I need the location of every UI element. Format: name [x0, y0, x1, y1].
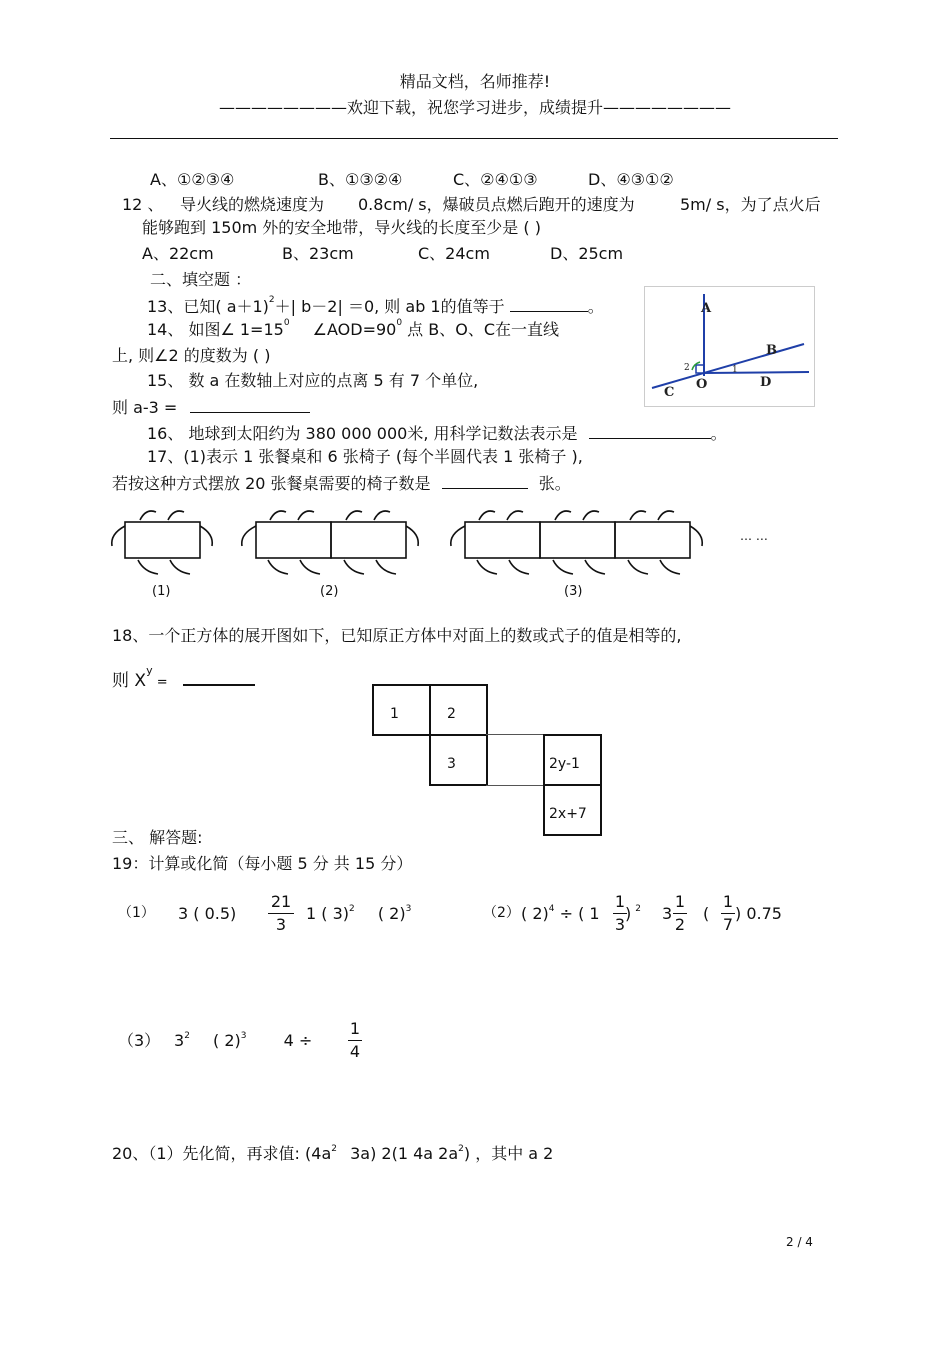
q17-label-3: (3)	[564, 584, 583, 599]
q19-3-fraction: 1 4	[349, 1019, 361, 1061]
q12-text-1a: 导火线的燃烧速度为	[180, 195, 325, 214]
q19-title: 19：计算或化简（每小题 5 分 共 15 分）	[112, 854, 413, 873]
q11-option-a: A、①②③④	[150, 170, 235, 189]
q18-prefix: 则 X	[112, 671, 147, 691]
q13-end: 。	[587, 297, 604, 316]
q17-end: 张。	[538, 474, 571, 493]
q12-text-2: 能够跑到 150m 外的安全地带，导火线的长度至少是 ( )	[142, 218, 541, 237]
label-a: A	[701, 301, 712, 316]
q16-answer-blank	[589, 424, 711, 439]
q12-option-d: D、25cm	[550, 244, 624, 263]
q19-1-label: （1）	[118, 905, 155, 921]
cube-face-2: 2	[429, 684, 488, 736]
header-subtitle: ————————欢迎下载，祝您学习进步，成绩提升————————	[218, 98, 731, 117]
figure-1	[112, 511, 212, 574]
q18-answer-blank	[183, 670, 255, 686]
section-2-title: 二、填空题 ：	[150, 270, 252, 289]
q19-2-part-d: 3	[662, 904, 673, 923]
denominator: 3	[275, 915, 287, 934]
q17-text-line2	[112, 474, 571, 492]
q13-part-a: 13、已知( a＋1)	[147, 297, 269, 316]
q12-text-1b: 0.8cm/ s，爆破员点燃后跑开的速度为	[358, 195, 635, 214]
q19-2-part-e: (	[703, 904, 710, 923]
q19-2-label: （2）	[483, 905, 520, 921]
q15-answer-blank	[190, 398, 310, 413]
q15-text-line1: 15、 数 a 在数轴上对应的点离 5 有 7 个单位,	[147, 371, 479, 390]
q12-option-c: C、24cm	[418, 244, 490, 263]
header-title: 精品文档，名师推荐!	[399, 72, 551, 91]
q14-part-a: 14、 如图∠ 1=15	[147, 320, 284, 339]
q14-part-c: 点 B、O、C在一直线	[407, 320, 560, 339]
q11-option-c: C、②④①③	[453, 170, 538, 189]
q17-prefix: 若按这种方式摆放 20 张餐桌需要的椅子数是	[112, 474, 431, 493]
q14-text-line2: 上, 则∠2 的度数为 ( )	[112, 346, 271, 365]
ray-od	[704, 372, 809, 373]
line-bc	[652, 344, 804, 388]
q17-table-figures	[108, 506, 828, 580]
q12-text-1c: 5m/ s，为了点火后	[680, 195, 821, 214]
q14-degree-1: 0	[283, 318, 290, 328]
q16-prefix: 16、 地球到太阳约为 380 000 000米, 用科学记数法表示是	[147, 424, 578, 443]
q18-text-line1: 18、一个正方体的展开图如下，已知原正方体中对面上的数或式子的值是相等的,	[112, 626, 682, 645]
page-number: 2 / 4	[786, 1235, 813, 1249]
figure-2	[242, 511, 418, 574]
cube-face-blank	[486, 734, 545, 786]
q18-text-line2	[112, 664, 255, 691]
header-divider	[110, 138, 838, 139]
q19-1-part-a: 3 ( 0.5)	[178, 904, 237, 923]
q13-part-b: ＋| b－2| ＝0, 则 ab 1的值等于	[274, 297, 505, 316]
q19-3-expression: $3^2$ ( 2)$^3$ 4 ÷	[174, 1031, 313, 1050]
q11-option-b: B、①③②④	[318, 170, 403, 189]
q17-answer-blank	[442, 474, 528, 489]
q18-exponent: y	[146, 664, 153, 677]
q11-option-d: D、④③①②	[588, 170, 674, 189]
q19-2-fraction-3: 1 7	[722, 892, 734, 934]
q13-answer-blank	[510, 297, 588, 312]
cube-face-4: 2y-1	[543, 734, 602, 786]
q19-2-part-c: ) $^2$	[625, 904, 641, 923]
q19-1-fraction	[268, 894, 294, 933]
figure-3	[451, 511, 702, 574]
q13-exponent: 2	[268, 295, 275, 305]
q19-2-part-f: ) 0.75	[735, 904, 782, 923]
q14-part-b: ∠AOD=90	[312, 320, 397, 339]
q12-option-b: B、23cm	[282, 244, 354, 263]
q17-label-2: (2)	[320, 584, 339, 599]
label-o: O	[696, 377, 708, 392]
q16-text	[147, 424, 727, 442]
right-angle-mark	[696, 365, 704, 373]
q14-text	[147, 318, 560, 339]
label-angle-2: 2	[684, 363, 690, 373]
section-3-title: 三、 解答题:	[112, 828, 203, 847]
q14-degree-2: 0	[396, 318, 403, 328]
q19-3-label: （3）	[118, 1031, 161, 1050]
q16-end: 。	[710, 424, 727, 443]
q14-angle-figure	[644, 286, 816, 408]
cube-face-1: 1	[372, 684, 431, 736]
q17-label-1: (1)	[152, 584, 171, 599]
label-b: B	[766, 343, 777, 358]
q19-1-part-b: 1 ( 3)$^2$ ( 2)$^3$	[306, 904, 412, 923]
label-d: D	[760, 375, 772, 390]
q19-2-fraction-2: 1 2	[674, 892, 686, 934]
q17-text-line1: 17、(1)表示 1 张餐桌和 6 张椅子 (每个半圆代表 1 张椅子 ),	[147, 447, 583, 466]
cube-face-3: 3	[429, 734, 488, 786]
label-c: C	[664, 385, 675, 400]
numerator: 21	[270, 892, 292, 911]
q15-prefix: 则 a-3 =	[112, 398, 178, 417]
q20-text: 20、（1）先化简，再求值: ($4a^2$ 3a) 2(1 4a $2a^2$) ，其中 a 2	[112, 1144, 554, 1163]
cube-face-5: 2x+7	[543, 784, 602, 836]
q15-text-line2	[112, 398, 310, 416]
label-angle-1: 1	[732, 365, 738, 375]
q17-ellipsis: … …	[740, 529, 768, 543]
q19-2-fraction-1: 1 3	[614, 892, 626, 934]
q19-2-part-a: ( 2)$^4$ ÷ ( 1	[521, 904, 600, 923]
q13-text	[147, 297, 604, 315]
q18-equals: =	[152, 675, 168, 690]
q12-number: 12 、	[122, 195, 164, 214]
q12-option-a: A、22cm	[142, 244, 214, 263]
